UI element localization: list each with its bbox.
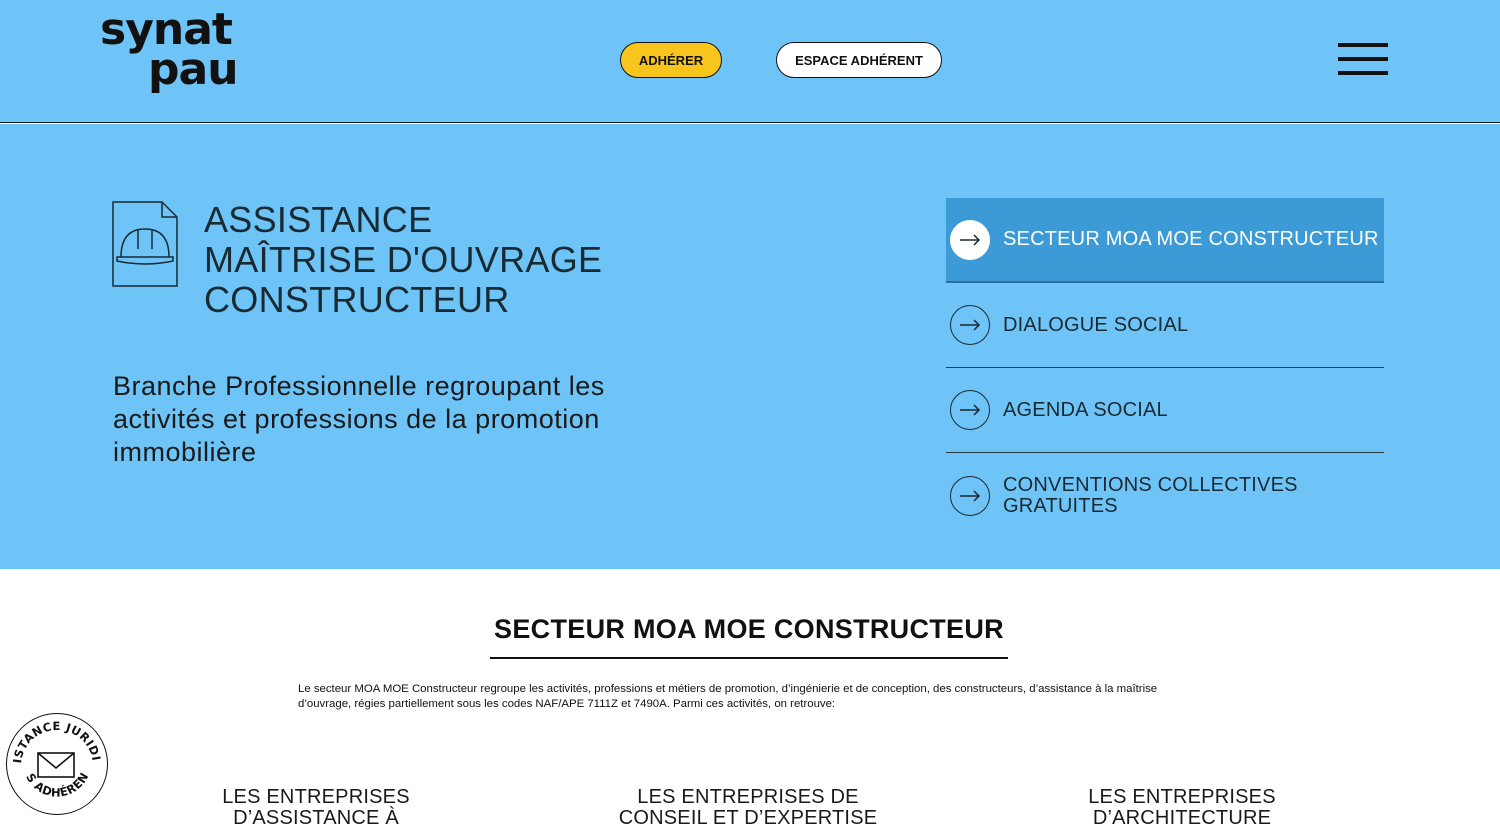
espace-adherent-button[interactable]: ESPACE ADHÉRENT: [776, 42, 942, 78]
adherer-button[interactable]: ADHÉRER: [620, 42, 722, 78]
hamburger-menu-icon[interactable]: [1338, 43, 1388, 77]
assistance-juridique-badge[interactable]: [6, 713, 108, 815]
site-header: [0, 0, 1500, 123]
section-divider: [490, 657, 1008, 659]
envelope-icon: [38, 753, 74, 777]
hero-section: [0, 124, 1500, 569]
nav-item-label: SECTEUR MOA MOE CONSTRUCTEUR: [1003, 228, 1379, 250]
side-nav: [946, 198, 1384, 538]
category-architecture[interactable]: [1052, 787, 1312, 829]
badge-top-text: ISTANCE JURIDI: [10, 718, 104, 764]
category-assistance[interactable]: [196, 787, 436, 829]
nav-item-label: DIALOGUE SOCIAL: [1003, 313, 1189, 336]
arrow-right-icon: [950, 305, 990, 345]
category-line: LES ENTREPRISES: [222, 786, 410, 808]
category-line: LES ENTREPRISES DE: [637, 786, 859, 808]
nav-item-agenda-social[interactable]: [946, 368, 1384, 453]
hero-title: [204, 200, 602, 320]
hero-title-line: CONSTRUCTEUR: [204, 279, 510, 320]
synatpau-logo[interactable]: [100, 4, 260, 108]
document-helmet-icon: [112, 201, 178, 287]
arrow-right-icon: [950, 476, 990, 516]
hero-description: Branche Professionnelle regroupant les activités et professions de la promotion immobilière: [113, 371, 605, 467]
arrow-right-icon: [950, 390, 990, 430]
hero-title-line: MAÎTRISE D'OUVRAGE: [204, 239, 603, 280]
nav-item-secteur[interactable]: [946, 198, 1384, 283]
logo-line-2: pau: [148, 44, 238, 95]
category-line: D’ARCHITECTURE: [1092, 807, 1272, 829]
category-line: D’ASSISTANCE À: [233, 807, 399, 829]
logo-line-1: synat: [100, 4, 232, 55]
svg-text:ASSISTANCE JURIDIQUE: [7, 714, 104, 764]
badge-bottom-text: S ADHÉREN: [23, 769, 92, 800]
nav-item-conventions[interactable]: [946, 453, 1384, 538]
arrow-right-icon: [950, 220, 990, 260]
nav-item-label: CONVENTIONS COLLECTIVES GRATUITES: [1003, 473, 1298, 517]
nav-item-dialogue-social[interactable]: [946, 283, 1384, 368]
category-line: CONSEIL ET D’EXPERTISE: [618, 807, 878, 829]
category-line: LES ENTREPRISES: [1088, 786, 1276, 808]
section-title: SECTEUR MOA MOE CONSTRUCTEUR: [494, 614, 1004, 644]
badge-seal: [7, 714, 107, 814]
category-conseil-expertise[interactable]: [598, 787, 898, 829]
nav-item-label: AGENDA SOCIAL: [1003, 398, 1168, 421]
section-text: Le secteur MOA MOE Constructeur regroupe les activités, professions et métiers de promotion, d’ingénierie et de conception, des constructeurs, d’assistance à la maîtrise d’ouvrage, régies partiellement sous les codes NAF/APE 7111Z et 7490A. Parmi ces activités, on retrouve:: [298, 683, 1158, 710]
hero-title-line: ASSISTANCE: [204, 199, 433, 240]
